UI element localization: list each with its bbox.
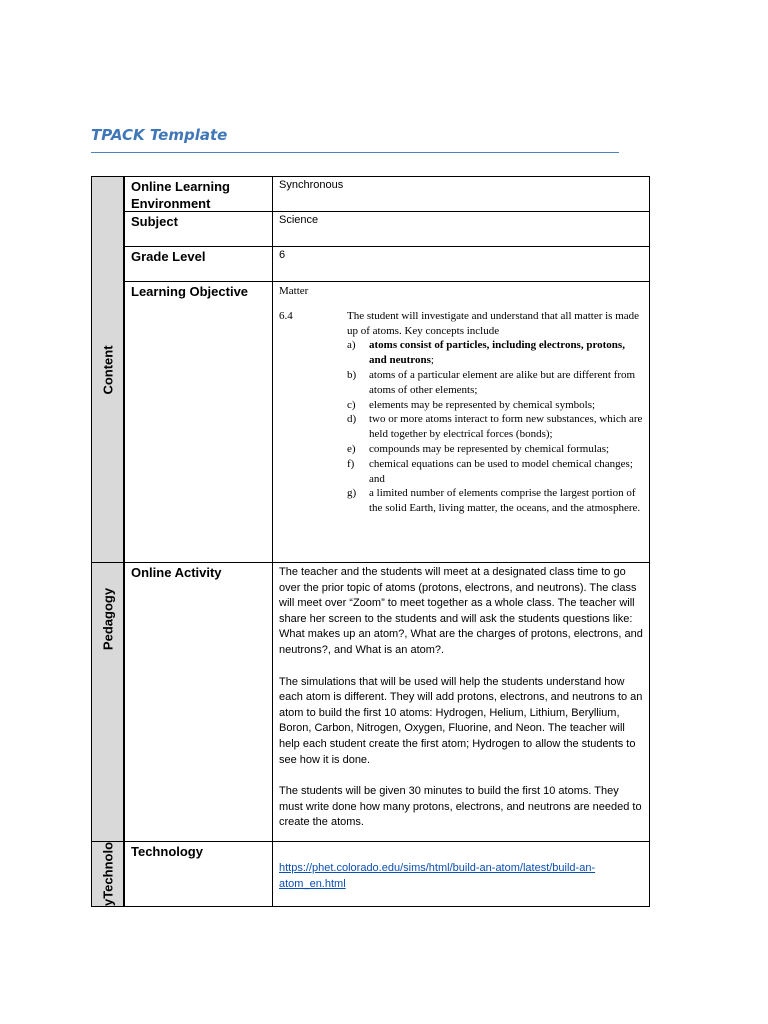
objective-heading: Matter [279, 285, 309, 297]
grade-label: Grade Level [124, 246, 273, 282]
standard-body [347, 309, 643, 516]
category-pedagogy [91, 562, 124, 842]
list-item: g) a limited number of elements comprise the largest portion of the solid Earth, living matter, the oceans, and the atmosphere. [347, 487, 641, 515]
list-item: b) atoms of a particular element are alike but are different from atoms of other elements; [347, 368, 636, 396]
list-item: f) chemical equations can be used to model chemical changes; and [347, 457, 633, 485]
list-item: a) atoms consist of particles, including electrons, protons, and neutrons; [347, 339, 625, 367]
standard-text: The student will investigate and understand that all matter is made up of atoms. Key concepts include [347, 309, 640, 337]
activity-paragraph: The teacher and the students will meet at a designated class time to go over the prior topic of atoms (protons, electrons, and neutrons). The class will meet over “Zoom” to meet together as a whole class. The teacher will share her screen to the students and will ask the students questions like: What makes up an atom?, What are the charges of protons, electrons, and neutrons?, and What is an atom?. [279, 566, 643, 656]
environment-value: Synchronous [272, 176, 650, 212]
category-content [91, 176, 124, 563]
tpack-table [91, 176, 650, 907]
page-title: TPACK Template [91, 126, 228, 144]
environment-label: Online Learning Environment [124, 176, 273, 212]
grade-value: 6 [272, 246, 650, 282]
category-content-label: Content [100, 344, 115, 395]
activity-paragraph: The students will be given 30 minutes to build the first 10 atoms. They must write done how many protons, electrons, and neutrons are needed to create the atoms. [279, 785, 642, 829]
category-technology [91, 841, 124, 907]
subject-label: Subject [124, 211, 273, 247]
activity-label: Online Activity [124, 562, 273, 842]
category-technology-label: yTechnolo [100, 841, 115, 907]
list-item: d) two or more atoms interact to form new substances, which are held together by electrical forces (bonds); [347, 413, 643, 441]
standard [279, 309, 643, 516]
objective-label: Learning Objective [124, 281, 273, 563]
technology-label: Technology [124, 841, 273, 907]
concept-list [347, 338, 643, 516]
standard-number: 6.4 [279, 309, 293, 322]
list-item: e) compounds may be represented by chemical formulas; [347, 442, 610, 455]
technology-value [272, 841, 650, 907]
title-divider [91, 152, 619, 153]
activity-value [272, 562, 650, 842]
subject-value: Science [272, 211, 650, 247]
objective-value [272, 281, 650, 563]
activity-paragraph: The simulations that will be used will help the students understand how each atom is different. They will add protons, electrons, and neutrons to an atom to build the first 10 atoms: Hydrogen, Helium, Lithium, Beryllium, Boron, Carbon, Nitrogen, Oxygen, Fluorine, and Neon. The teacher will help each student create the first atom; Hydrogen to allow the students to see how it is done. [279, 675, 643, 766]
category-pedagogy-label: Pedagogy [100, 587, 115, 650]
list-item: c) elements may be represented by chemical symbols; [347, 398, 596, 411]
simulation-link[interactable]: https://phet.colorado.edu/sims/html/build-an-atom/latest/build-an-atom_en.html [279, 862, 596, 890]
